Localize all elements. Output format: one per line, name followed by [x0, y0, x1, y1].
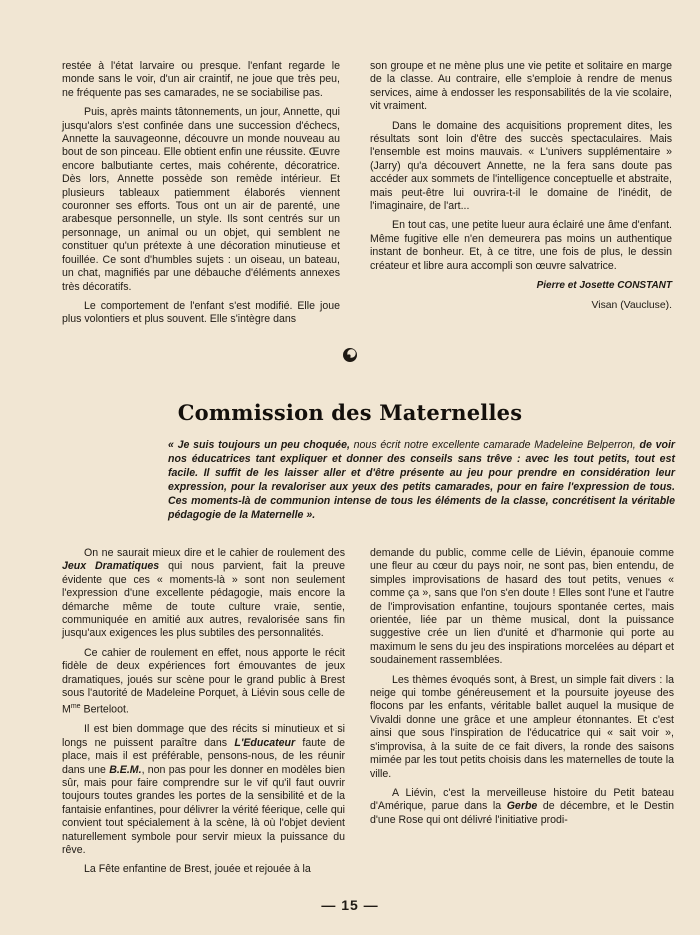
page-number: — 15 — — [321, 897, 379, 913]
intro-attribution: nous écrit notre excellente camarade Madeleine Belperron, — [349, 439, 640, 451]
signature-name: Pierre et Josette CONSTANT — [536, 280, 672, 292]
paragraph: A Liévin, c'est la merveilleuse histoire du Petit bateau d'Amérique, parue dans la Gerbe de décembre, et le Destin d'une Rose qui ont délivré l'initiative prodi- — [370, 786, 674, 826]
section-ornament-icon — [341, 346, 359, 364]
bottom-left-column — [62, 547, 345, 883]
intro-quote-start: « Je suis toujours un peu choquée, — [168, 439, 350, 451]
bottom-right-column — [370, 547, 674, 833]
intro-quote-rest: de voir nos éducatrices tant expliquer et donner des conseils sans trêve : avec les tout petits, tout est facile. Il suffit de les laisser aller et d'être présente au jeu pour prendre en considération leur expression, pour la revaloriser aux yeux des petits camarades, pour en faire l'expression de tous. Ces moments-là de communion intense de tous les éléments de la classe, concrétisent la véritable pédagogie de la Maternelle ». — [168, 439, 676, 521]
signature-place: Visan (Vaucluse). — [591, 299, 672, 311]
paragraph: demande du public, comme celle de Liévin, épanouie comme une fleur au cœur du pays noir, ne sont pas, bien entendu, de simples improvisations de hasard des tout petits, venues « comme ça », sans que l'on s'en doute ! Elles sont l'une et l'autre de l'improvisation enfantine, toujours spontanée certes, mais orientée, liée par un thème musical, dont la puissance suggestive crée un lien d'unité et d'harmonie qui porte au maximum le sens du jeu des inspirations morcelées au départ et soudainement rassemblées. — [370, 547, 674, 667]
article-intro — [168, 438, 675, 522]
top-left-column — [62, 60, 340, 333]
paragraph: Puis, après maints tâtonnements, un jour, Annette, qui jusqu'alors s'est confinée dans une succession d'échecs, Annette la sauvageonne, découvre un monde nouveau au bout de son pinceau. Elle obtient enfin une réussite. Œuvre encore balbutiante certes, mais cohérente, décoratrice. Dès lors, Annette possède son remède intérieur. Et plusieurs tableaux patiemment élaborés viennent couronner ses efforts. Tous ont un air de parenté, une arabesque personnelle, un style. Ils sont centrés sur un personnage, un animal ou un objet, qui semblent ne constituer qu'un prétexte à une décoration minutieuse et fouillée. Ce sont d'humbles sujets : un oiseau, un bateau, un chat, magnifiés par une débauche d'éléments annexes très décoratifs. — [62, 106, 340, 293]
paragraph: restée à l'état larvaire ou presque. l'enfant regarde le monde sans le voir, d'un air craintif, ne joue que très peu, ne fréquente pas ses camarades, ne se sociabilise pas. — [62, 60, 340, 99]
paragraph: On ne saurait mieux dire et le cahier de roulement des Jeux Dramatiques qui nous parvient, fait la preuve évidente que ces « moments-là » sont non seulement l'expression d'une excellente pédagogie, mais encore la démarche même de toute culture vraie, sentie, communiquée en amitié aux autres, revalorisée sans fin jusqu'aux exigences les plus subtiles des personnalités. — [62, 547, 345, 640]
article-title: Commission des Maternelles — [177, 400, 523, 425]
paragraph: Il est bien dommage que des récits si minutieux et si longs ne puissent paraître dans L'Educateur faute de place, mais il est préférable, pensons-nous, de les réunir dans une B.E.M., non pas pour les donner en modèles bien sûr, mais pour faire comprendre sur le vif qu'il faut ouvrir toujours toutes grandes les portes de la sensibilité et de la fantaisie enfantines, pour délivrer la vérité féerique, celle qui convient tout spécialement à la scène, là où l'objet devient naturellement symbole pour servir mieux la puissance du rêve. — [62, 723, 346, 857]
paragraph: En tout cas, une petite lueur aura éclairé une âme d'enfant. Même fugitive elle n'en demeurera pas moins un authentique instant de bonheur. Et, à ce titre, une fois de plus, le dessin créateur et libre aura accompli son œuvre salvatrice. — [370, 219, 672, 272]
paragraph: Les thèmes évoqués sont, à Brest, un simple fait divers : la neige qui tombe généreusement et la poursuite joyeuse des flocons par les enfants, véritable ballet auquel la musique de Vivaldi donne une grâce et une ampleur étonnantes. Et c'est ainsi que sous l'inspiration de l'éducatrice qui « sait voir », s'improvisa, à la suite de ce fait divers, la ronde des saisons mimée par les tout petits choisis dans les maternelles de toute la ville. — [370, 673, 674, 780]
top-right-column — [370, 60, 672, 318]
paragraph: Le comportement de l'enfant s'est modifié. Elle joue plus volontiers et plus souvent. Elle s'intègre dans — [62, 299, 340, 326]
paragraph: La Fête enfantine de Brest, jouée et rejouée à la — [84, 863, 311, 876]
paragraph: Ce cahier de roulement en effet, nous apporte le récit fidèle de deux expériences fort émouvantes de jeux dramatiques, joués sur scène pour le grand public à Brest sous l'autorité de Madeleine Porquet, à Liévin sous celle de $M^{me}$ Berteloot. — [62, 646, 345, 716]
paragraph: Dans le domaine des acquisitions proprement dites, les résultats sont loin d'être des succès spectaculaires. Mais l'ensemble est moins mauvais. « L'univers supplémentaire » (Jarry) qu'a découvert Annette, ne la fera sans doute pas accéder aux sommets de l'intelligence conceptuelle et abstraite, mais peut-être lui ouvrira-t-il le domaine de l'inédit, de l'imaginaire, de l'art... — [370, 119, 672, 213]
paragraph: son groupe et ne mène plus une vie petite et solitaire en marge de la classe. Au contraire, elle s'emploie à rendre de menus services, aime à endosser les responsabilités de la vie scolaire, vit vraiment. — [370, 60, 672, 113]
